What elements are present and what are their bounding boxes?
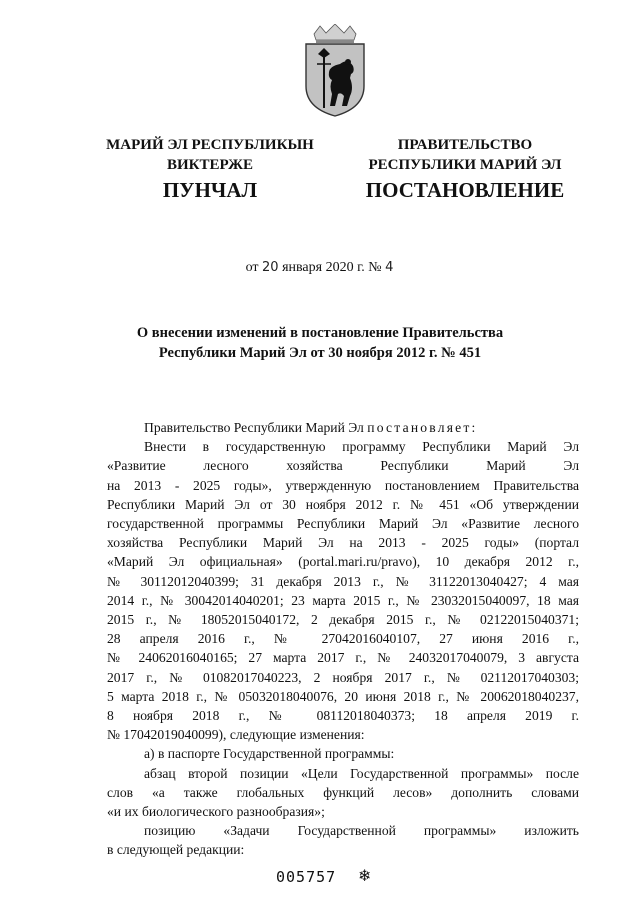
date-day: 20 [262, 260, 279, 275]
body-line: № 24062016040165; 27 марта 2017 г., № 24032017040079, 3 августа [107, 650, 579, 666]
title-line1: О внесении изменений в постановление Правительства [136, 325, 504, 341]
para2-last: «и их биологического разнообразия»; [107, 804, 325, 820]
date-month-year: января 2020 г. № [282, 260, 382, 275]
para3-last: в следующей редакции: [107, 842, 245, 858]
body-line: «Марий Эл официальная» (portal.mari.ru/pravo), 10 декабря 2012 г., [107, 554, 579, 570]
para3-line: позицию «Задачи Государственной программы» изложить [144, 823, 579, 839]
document-number: 4 [385, 260, 394, 275]
body-line: 8 ноября 2018 г., № 08112018040373; 18 апреля 2019 г. [107, 708, 579, 724]
header-left [90, 135, 330, 175]
header-right-line2: РЕСПУБЛИКИ МАРИЙ ЭЛ [368, 157, 562, 173]
header-left-line1: МАРИЙ ЭЛ РЕСПУБЛИКЫН [106, 137, 314, 153]
body-line: № 30112012040399; 31 декабря 2013 г., № 31122013040427; 4 мая [107, 573, 579, 589]
date-prefix: от [245, 260, 259, 275]
date-line [0, 258, 639, 278]
header-left-doc-type: ПУНЧАЛ [162, 178, 258, 202]
snowflake-icon: ❄ [358, 866, 372, 885]
serial-number: 005757 [276, 868, 337, 886]
title-line2: Республики Марий Эл от 30 ноября 2012 г. № 451 [158, 345, 482, 361]
item-a: а) в паспорте Государственной программы: [144, 746, 395, 762]
body-line: 28 апреля 2016 г., № 27042016040107, 27 июня 2016 г., [107, 631, 579, 647]
body-line: 5 марта 2018 г., № 05032018040076, 20 июня 2018 г., № 20062018040237, [107, 688, 579, 704]
body-line-last: № 17042019040099), следующие изменения: [107, 727, 365, 743]
intro-spaced-word: постановляет: [367, 420, 478, 435]
intro-paragraph [107, 418, 579, 437]
header-right-doc-type: ПОСТАНОВЛЕНИЕ [365, 178, 565, 202]
header-right [340, 135, 590, 175]
coat-of-arms-icon [300, 24, 370, 118]
body-line: «Развитие лесного хозяйства Республики Марий Эл [107, 458, 579, 474]
document-body [107, 418, 579, 860]
body-line: Внести в государственную программу Республики Марий Эл [144, 439, 579, 455]
body-line: Республики Марий Эл от 30 ноября 2012 г. № 451 «Об утверждении [107, 496, 579, 512]
document-title [60, 323, 580, 363]
body-line: хозяйства Республики Марий Эл на 2013 - 2025 годы» (портал [107, 535, 579, 551]
para2-line: абзац второй позиции «Цели Государственной программы» после [144, 765, 579, 781]
para2-line: слов «а также глобальных функций лесов» дополнить словами [107, 784, 579, 800]
body-line: на 2013 - 2025 годы», утвержденную постановлением Правительства [107, 477, 579, 493]
header-right-line1: ПРАВИТЕЛЬСТВО [397, 137, 533, 153]
body-line: 2015 г., № 18052015040172, 2 декабря 2015 г., № 02122015040371; [107, 612, 579, 628]
body-line: 2017 г., № 01082017040223, 2 ноября 2017 г., № 02112017040303; [107, 669, 579, 685]
body-line: 2014 г., № 30042014040201; 23 марта 2015 г., № 23032015040097, 18 мая [107, 592, 579, 608]
intro-text: Правительство Республики Марий Эл [144, 420, 364, 435]
body-line: государственной программы Республики Марий Эл «Развитие лесного [107, 516, 579, 532]
header-left-line2: ВИКТЕРЖЕ [166, 157, 254, 173]
